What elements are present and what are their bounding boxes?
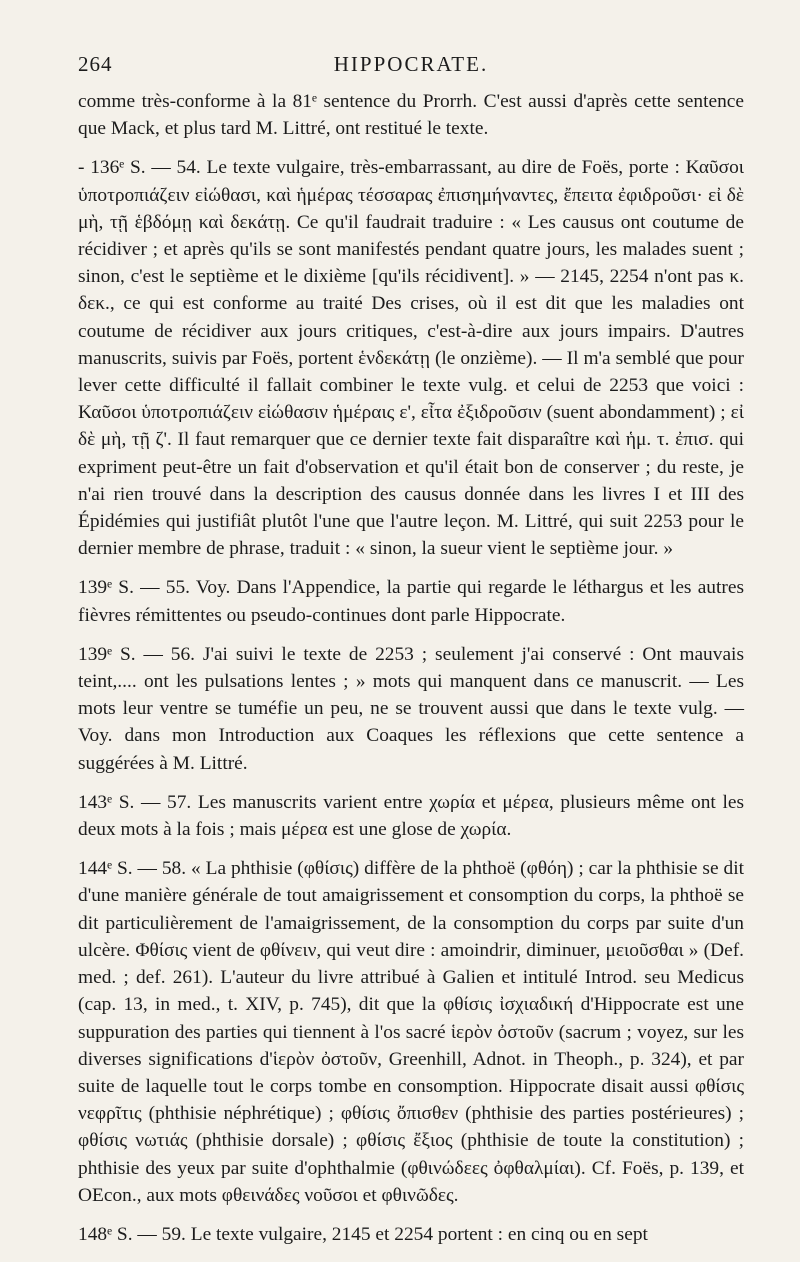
note-143-57	[78, 789, 744, 843]
note-139-56	[78, 641, 744, 777]
paragraph-continuation	[78, 88, 744, 142]
note-label: - 136ᵉ S. — 54.	[78, 157, 201, 179]
paragraph-text: comme très-conforme à la 81ᵉ sentence du Prorrh. C'est aussi d'après cette sentence que Mack, et plus tard M. Littré, ont restitué le texte.	[78, 91, 744, 140]
note-label: 148ᵉ S. — 59.	[78, 1223, 186, 1245]
note-136-54	[78, 154, 744, 562]
page-number: 264	[78, 52, 113, 76]
note-label: 143ᵉ S. — 57.	[78, 791, 192, 813]
note-text: Voy. Dans l'Appendice, la partie qui regarde le léthargus et les autres fièvres rémittentes ou pseudo-continues dont parle Hippocrate.	[78, 577, 744, 626]
note-text: Le texte vulgaire, 2145 et 2254 portent : en cinq ou en sept	[190, 1223, 648, 1245]
note-text: Les manuscrits varient entre χωρία et μέρεα, plusieurs même ont les deux mots à la fois ; mais μέρεα est une glose de χωρία.	[78, 791, 744, 841]
note-text: « La phthisie (φθίσις) diffère de la phthoë (φθόη) ; car la phthisie se dit d'une manière générale de tout amaigrissement et consomption du corps, la phthoë se dit particulièrement de l'amaigrissement, de la consomption du corps par suite d'un ulcère. Φθίσις vient de φθίνειν, qui veut dire : amoindrir, diminuer, μειοῦσθαι » (Def. med. ; def. 261). L'auteur du livre attribué à Galien et intitulé Introd. seu Medicus (cap. 13, in med., t. XIV, p. 745), dit que la φθίσις ἰσχιαδική d'Hippocrate est une suppuration des parties qui tiennent à l'os sacré ἱερὸν ὀστοῦν (sacrum ; voyez, sur les diverses significations d'ἱερὸν ὀστοῦν, Greenhill, Adnot. in Theoph., p. 324), et par suite de laquelle tout le corps tombe en consomption. Hippocrate disait aussi φθίσις νεφρῖτις (phthisie néphrétique) ; φθίσις ὄπισθεν (phthisie des parties postérieures) ; φθίσις νωτιάς (phthisie dorsale) ; φθίσις ἔξιος (phthisie de toute la constitution) ; phthisie des yeux par suite d'ophthalmie (φθινώδεες ὀφθαλμίαι). Cf. Foës, p. 139, et OEcon., aux mots φθεινάδες νοῦσοι et φθινῶδες.	[78, 858, 744, 1206]
note-148-59	[78, 1221, 744, 1248]
note-text: J'ai suivi le texte de 2253 ; seulement j'ai conservé : Ont mauvais teint,.... ont les pulsations lentes ; » mots qui manquent dans ce manuscrit. — Les mots leur ventre se tuméfie un peu, ne se trouvent aussi que dans le texte vulg. — Voy. dans mon Introduction aux Coaques les réflexions que cette sentence a suggérées à M. Littré.	[78, 643, 744, 774]
running-title: HIPPOCRATE.	[333, 52, 489, 76]
note-144-58	[78, 855, 744, 1209]
note-139-55	[78, 574, 744, 628]
note-label: 144ᵉ S. — 58.	[78, 858, 187, 880]
page-header	[78, 48, 744, 88]
note-label: 139ᵉ S. — 56.	[78, 643, 195, 665]
note-text: Le texte vulgaire, très-embarrassant, au dire de Foës, porte : Καῦσοι ὑποτροπιάζειν εἰώθασι, καὶ ἡμέρας τέσσαρας ἐπισημήναντες, ἔπειτα ἐφιδροῦσι· εἰ δὲ μὴ, τῇ ἑβδόμῃ καὶ δεκάτῃ. Ce qu'il faudrait traduire : « Les causus ont coutume de récidiver ; et après qu'ils se sont manifestés pendant quatre jours, les malades suent ; sinon, c'est le septième et le dixième [qu'ils récidivent]. » — 2145, 2254 n'ont pas κ. δεκ., ce qui est conforme au traité Des crises, où il est dit que les maladies ont coutume de récidiver aux jours critiques, c'est-à-dire aux jours impairs. D'autres manuscrits, suivis par Foës, portent ἑνδεκάτῃ (le onzième). — Il m'a semblé que pour lever cette difficulté il fallait combiner le texte vulg. et celui de 2253 que voici : Καῦσοι ὑποτροπιάζειν εἰώθασιν ἡμέραις ε', εἶτα ἐξιδροῦσιν (suent abondamment) ; εἰ δὲ μὴ, τῇ ζ'. Il faut remarquer que ce dernier texte fait disparaître καὶ ἡμ. τ. ἐπισ. qui expriment peut-être un fait d'observation et qu'il était bon de conserver ; du reste, je n'ai rien trouvé dans la description des causus donnée dans les livres I et III des Épidémies qui justifiât plutôt l'une que l'autre leçon. M. Littré, qui suit 2253 pour le dernier membre de phrase, traduit : « sinon, la sueur vient le septième jour. »	[78, 157, 744, 560]
note-label: 139ᵉ S. — 55.	[78, 577, 190, 599]
